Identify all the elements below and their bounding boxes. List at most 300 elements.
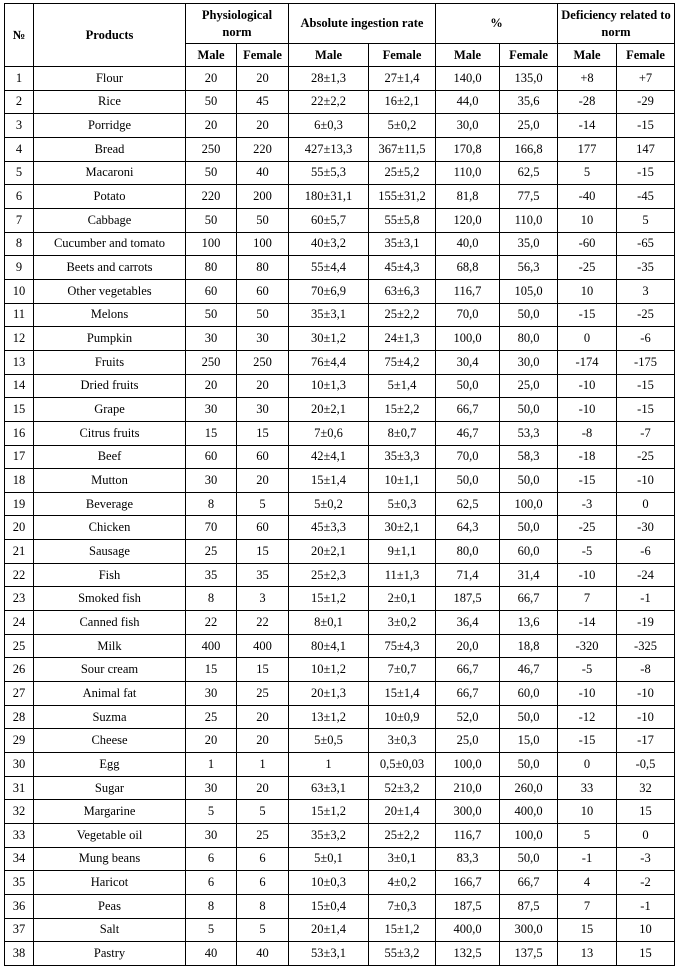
cell-deficiency-male: -15	[558, 469, 617, 493]
cell-percent-female: 62,5	[500, 161, 558, 185]
cell-percent-male: 44,0	[436, 90, 500, 114]
cell-norm-female: 5	[237, 492, 289, 516]
cell-norm-male: 1	[186, 753, 237, 777]
cell-deficiency-female: 5	[617, 208, 675, 232]
cell-percent-male: 66,7	[436, 658, 500, 682]
table-row	[5, 492, 675, 516]
cell-product: Rice	[34, 90, 186, 114]
cell-product: Flour	[34, 67, 186, 91]
table-container	[4, 3, 675, 966]
cell-norm-male: 30	[186, 824, 237, 848]
cell-percent-male: 70,0	[436, 445, 500, 469]
cell-deficiency-female: -35	[617, 256, 675, 280]
cell-norm-female: 60	[237, 516, 289, 540]
cell-deficiency-female: -30	[617, 516, 675, 540]
cell-norm-male: 50	[186, 208, 237, 232]
cell-no: 31	[5, 776, 34, 800]
cell-rate-female: 10±0,9	[369, 705, 436, 729]
cell-deficiency-female: -10	[617, 682, 675, 706]
cell-rate-female: 45±4,3	[369, 256, 436, 280]
table-row	[5, 918, 675, 942]
cell-rate-female: 5±0,3	[369, 492, 436, 516]
cell-rate-female: 25±2,2	[369, 303, 436, 327]
cell-no: 14	[5, 374, 34, 398]
cell-percent-female: 66,7	[500, 871, 558, 895]
cell-deficiency-male: -18	[558, 445, 617, 469]
cell-rate-female: 5±1,4	[369, 374, 436, 398]
cell-no: 32	[5, 800, 34, 824]
cell-deficiency-female: -10	[617, 705, 675, 729]
cell-percent-male: 40,0	[436, 232, 500, 256]
cell-percent-male: 170,8	[436, 137, 500, 161]
cell-rate-male: 13±1,2	[289, 705, 369, 729]
cell-norm-female: 15	[237, 421, 289, 445]
cell-norm-male: 30	[186, 776, 237, 800]
cell-no: 4	[5, 137, 34, 161]
cell-percent-male: 187,5	[436, 894, 500, 918]
table-row	[5, 753, 675, 777]
cell-deficiency-male: 177	[558, 137, 617, 161]
cell-product: Cabbage	[34, 208, 186, 232]
cell-deficiency-female: -24	[617, 563, 675, 587]
cell-norm-male: 50	[186, 161, 237, 185]
cell-percent-female: 18,8	[500, 634, 558, 658]
cell-norm-male: 22	[186, 611, 237, 635]
cell-no: 24	[5, 611, 34, 635]
cell-norm-female: 60	[237, 279, 289, 303]
cell-rate-male: 20±1,3	[289, 682, 369, 706]
cell-deficiency-male: -10	[558, 682, 617, 706]
cell-percent-male: 20,0	[436, 634, 500, 658]
cell-rate-male: 60±5,7	[289, 208, 369, 232]
cell-rate-female: 16±2,1	[369, 90, 436, 114]
cell-rate-male: 55±4,4	[289, 256, 369, 280]
cell-deficiency-male: -5	[558, 540, 617, 564]
cell-deficiency-male: 13	[558, 942, 617, 966]
cell-deficiency-male: -174	[558, 350, 617, 374]
cell-deficiency-female: -25	[617, 303, 675, 327]
header-deficiency: Deficiency related to norm	[558, 4, 675, 44]
table-row	[5, 800, 675, 824]
cell-rate-female: 7±0,7	[369, 658, 436, 682]
cell-rate-male: 6±0,3	[289, 114, 369, 138]
cell-rate-female: 15±1,2	[369, 918, 436, 942]
cell-norm-male: 250	[186, 350, 237, 374]
cell-deficiency-male: 10	[558, 800, 617, 824]
header-percent: %	[436, 4, 558, 44]
table-row	[5, 942, 675, 966]
cell-product: Salt	[34, 918, 186, 942]
cell-norm-female: 30	[237, 327, 289, 351]
cell-rate-female: 25±2,2	[369, 824, 436, 848]
cell-norm-female: 25	[237, 824, 289, 848]
cell-norm-male: 20	[186, 729, 237, 753]
cell-percent-female: 50,0	[500, 516, 558, 540]
cell-rate-female: 27±1,4	[369, 67, 436, 91]
cell-product: Sausage	[34, 540, 186, 564]
table-row	[5, 871, 675, 895]
cell-norm-male: 8	[186, 894, 237, 918]
cell-rate-male: 20±2,1	[289, 398, 369, 422]
cell-percent-male: 66,7	[436, 398, 500, 422]
cell-norm-male: 80	[186, 256, 237, 280]
cell-rate-male: 10±1,3	[289, 374, 369, 398]
cell-deficiency-male: -14	[558, 611, 617, 635]
cell-deficiency-female: 147	[617, 137, 675, 161]
cell-rate-male: 1	[289, 753, 369, 777]
cell-percent-male: 110,0	[436, 161, 500, 185]
cell-percent-female: 25,0	[500, 374, 558, 398]
subheader-male: Male	[289, 44, 369, 67]
cell-norm-female: 40	[237, 161, 289, 185]
cell-percent-male: 166,7	[436, 871, 500, 895]
subheader-female: Female	[617, 44, 675, 67]
cell-no: 6	[5, 185, 34, 209]
cell-no: 26	[5, 658, 34, 682]
cell-rate-female: 25±5,2	[369, 161, 436, 185]
cell-deficiency-male: 0	[558, 327, 617, 351]
cell-rate-female: 75±4,2	[369, 350, 436, 374]
cell-rate-male: 80±4,1	[289, 634, 369, 658]
cell-rate-male: 30±1,2	[289, 327, 369, 351]
cell-rate-male: 25±2,3	[289, 563, 369, 587]
cell-norm-female: 50	[237, 208, 289, 232]
cell-norm-male: 30	[186, 682, 237, 706]
cell-product: Cheese	[34, 729, 186, 753]
cell-deficiency-female: -25	[617, 445, 675, 469]
cell-rate-male: 427±13,3	[289, 137, 369, 161]
cell-deficiency-female: 3	[617, 279, 675, 303]
header-row-1	[5, 4, 675, 44]
cell-rate-female: 155±31,2	[369, 185, 436, 209]
cell-rate-female: 367±11,5	[369, 137, 436, 161]
cell-norm-male: 25	[186, 540, 237, 564]
cell-percent-female: 30,0	[500, 350, 558, 374]
cell-product: Pumpkin	[34, 327, 186, 351]
cell-product: Chicken	[34, 516, 186, 540]
cell-no: 23	[5, 587, 34, 611]
subheader-female: Female	[237, 44, 289, 67]
cell-product: Pastry	[34, 942, 186, 966]
cell-deficiency-male: 10	[558, 279, 617, 303]
cell-product: Canned fish	[34, 611, 186, 635]
cell-percent-male: 71,4	[436, 563, 500, 587]
cell-product: Peas	[34, 894, 186, 918]
cell-percent-male: 50,0	[436, 469, 500, 493]
header-absolute-ingestion-rate: Absolute ingestion rate	[289, 4, 436, 44]
cell-norm-female: 220	[237, 137, 289, 161]
cell-rate-male: 5±0,1	[289, 847, 369, 871]
cell-deficiency-male: -10	[558, 563, 617, 587]
cell-percent-female: 135,0	[500, 67, 558, 91]
cell-deficiency-male: -12	[558, 705, 617, 729]
cell-product: Beverage	[34, 492, 186, 516]
cell-rate-male: 76±4,4	[289, 350, 369, 374]
cell-percent-female: 100,0	[500, 824, 558, 848]
cell-rate-female: 4±0,2	[369, 871, 436, 895]
cell-rate-female: 35±3,1	[369, 232, 436, 256]
cell-percent-female: 50,0	[500, 398, 558, 422]
table-row	[5, 303, 675, 327]
cell-norm-male: 15	[186, 658, 237, 682]
cell-rate-male: 7±0,6	[289, 421, 369, 445]
cell-no: 10	[5, 279, 34, 303]
cell-rate-female: 20±1,4	[369, 800, 436, 824]
cell-norm-male: 250	[186, 137, 237, 161]
cell-rate-female: 3±0,3	[369, 729, 436, 753]
cell-no: 27	[5, 682, 34, 706]
cell-norm-female: 200	[237, 185, 289, 209]
cell-deficiency-female: -19	[617, 611, 675, 635]
cell-deficiency-male: -3	[558, 492, 617, 516]
table-row	[5, 563, 675, 587]
cell-norm-female: 8	[237, 894, 289, 918]
cell-norm-female: 15	[237, 658, 289, 682]
header-physiological-norm: Physiological norm	[186, 4, 289, 44]
cell-percent-female: 15,0	[500, 729, 558, 753]
cell-norm-male: 6	[186, 871, 237, 895]
cell-deficiency-female: -15	[617, 114, 675, 138]
cell-percent-female: 13,6	[500, 611, 558, 635]
cell-product: Porridge	[34, 114, 186, 138]
cell-percent-male: 66,7	[436, 682, 500, 706]
cell-deficiency-female: -17	[617, 729, 675, 753]
cell-product: Citrus fruits	[34, 421, 186, 445]
cell-norm-female: 20	[237, 776, 289, 800]
cell-deficiency-female: 10	[617, 918, 675, 942]
cell-percent-male: 100,0	[436, 327, 500, 351]
cell-product: Cucumber and tomato	[34, 232, 186, 256]
cell-no: 16	[5, 421, 34, 445]
cell-percent-female: 300,0	[500, 918, 558, 942]
cell-deficiency-male: 5	[558, 824, 617, 848]
cell-deficiency-male: -10	[558, 398, 617, 422]
cell-deficiency-female: -6	[617, 327, 675, 351]
cell-percent-male: 120,0	[436, 208, 500, 232]
cell-deficiency-female: -10	[617, 469, 675, 493]
cell-no: 7	[5, 208, 34, 232]
cell-rate-female: 5±0,2	[369, 114, 436, 138]
cell-deficiency-male: +8	[558, 67, 617, 91]
cell-product: Potato	[34, 185, 186, 209]
cell-deficiency-female: 32	[617, 776, 675, 800]
cell-product: Smoked fish	[34, 587, 186, 611]
cell-product: Sour cream	[34, 658, 186, 682]
cell-percent-male: 80,0	[436, 540, 500, 564]
header-no: №	[5, 4, 34, 67]
cell-norm-male: 60	[186, 279, 237, 303]
cell-percent-male: 116,7	[436, 824, 500, 848]
cell-product: Mung beans	[34, 847, 186, 871]
cell-deficiency-female: -6	[617, 540, 675, 564]
cell-no: 12	[5, 327, 34, 351]
cell-percent-female: 87,5	[500, 894, 558, 918]
cell-norm-male: 30	[186, 327, 237, 351]
cell-percent-male: 64,3	[436, 516, 500, 540]
cell-norm-female: 20	[237, 114, 289, 138]
cell-deficiency-male: -28	[558, 90, 617, 114]
cell-deficiency-male: 4	[558, 871, 617, 895]
cell-percent-male: 140,0	[436, 67, 500, 91]
cell-deficiency-male: 7	[558, 894, 617, 918]
cell-norm-female: 6	[237, 871, 289, 895]
cell-deficiency-female: +7	[617, 67, 675, 91]
cell-norm-female: 35	[237, 563, 289, 587]
cell-norm-female: 20	[237, 469, 289, 493]
table-row	[5, 540, 675, 564]
cell-rate-female: 2±0,1	[369, 587, 436, 611]
cell-deficiency-female: -15	[617, 398, 675, 422]
cell-percent-female: 25,0	[500, 114, 558, 138]
cell-deficiency-female: -8	[617, 658, 675, 682]
cell-no: 20	[5, 516, 34, 540]
cell-norm-female: 50	[237, 303, 289, 327]
table-row	[5, 279, 675, 303]
cell-product: Other vegetables	[34, 279, 186, 303]
cell-rate-male: 63±3,1	[289, 776, 369, 800]
cell-rate-male: 15±1,4	[289, 469, 369, 493]
cell-norm-male: 60	[186, 445, 237, 469]
cell-deficiency-male: -25	[558, 516, 617, 540]
subheader-male: Male	[186, 44, 237, 67]
cell-product: Grape	[34, 398, 186, 422]
cell-norm-male: 220	[186, 185, 237, 209]
cell-deficiency-male: -320	[558, 634, 617, 658]
cell-no: 38	[5, 942, 34, 966]
cell-norm-male: 6	[186, 847, 237, 871]
table-row	[5, 114, 675, 138]
cell-no: 25	[5, 634, 34, 658]
cell-rate-female: 3±0,2	[369, 611, 436, 635]
cell-deficiency-male: -10	[558, 374, 617, 398]
cell-percent-male: 30,0	[436, 114, 500, 138]
cell-norm-female: 1	[237, 753, 289, 777]
cell-rate-male: 35±3,1	[289, 303, 369, 327]
cell-deficiency-male: 33	[558, 776, 617, 800]
cell-rate-male: 28±1,3	[289, 67, 369, 91]
cell-no: 5	[5, 161, 34, 185]
cell-product: Dried fruits	[34, 374, 186, 398]
cell-deficiency-male: 7	[558, 587, 617, 611]
cell-product: Mutton	[34, 469, 186, 493]
cell-norm-female: 25	[237, 682, 289, 706]
cell-rate-female: 11±1,3	[369, 563, 436, 587]
cell-percent-female: 46,7	[500, 658, 558, 682]
cell-norm-male: 400	[186, 634, 237, 658]
cell-deficiency-female: 15	[617, 942, 675, 966]
cell-rate-male: 55±5,3	[289, 161, 369, 185]
cell-rate-female: 7±0,3	[369, 894, 436, 918]
cell-rate-male: 53±3,1	[289, 942, 369, 966]
cell-percent-female: 100,0	[500, 492, 558, 516]
cell-deficiency-female: -2	[617, 871, 675, 895]
cell-percent-female: 60,0	[500, 540, 558, 564]
cell-percent-female: 66,7	[500, 587, 558, 611]
cell-rate-male: 70±6,9	[289, 279, 369, 303]
cell-norm-female: 15	[237, 540, 289, 564]
cell-percent-male: 81,8	[436, 185, 500, 209]
cell-product: Animal fat	[34, 682, 186, 706]
table-row	[5, 421, 675, 445]
cell-percent-male: 25,0	[436, 729, 500, 753]
cell-percent-female: 137,5	[500, 942, 558, 966]
cell-deficiency-female: 0	[617, 492, 675, 516]
cell-no: 9	[5, 256, 34, 280]
cell-deficiency-female: -3	[617, 847, 675, 871]
cell-no: 30	[5, 753, 34, 777]
cell-rate-female: 15±1,4	[369, 682, 436, 706]
cell-deficiency-male: -8	[558, 421, 617, 445]
cell-norm-male: 100	[186, 232, 237, 256]
cell-percent-male: 132,5	[436, 942, 500, 966]
cell-deficiency-female: -15	[617, 161, 675, 185]
cell-no: 28	[5, 705, 34, 729]
table-row	[5, 705, 675, 729]
cell-no: 17	[5, 445, 34, 469]
cell-percent-female: 58,3	[500, 445, 558, 469]
table-row	[5, 137, 675, 161]
cell-deficiency-female: -325	[617, 634, 675, 658]
table-row	[5, 445, 675, 469]
cell-percent-male: 116,7	[436, 279, 500, 303]
cell-norm-female: 22	[237, 611, 289, 635]
cell-percent-female: 50,0	[500, 847, 558, 871]
cell-rate-female: 3±0,1	[369, 847, 436, 871]
cell-percent-female: 35,0	[500, 232, 558, 256]
cell-no: 34	[5, 847, 34, 871]
cell-rate-female: 8±0,7	[369, 421, 436, 445]
cell-norm-female: 80	[237, 256, 289, 280]
cell-percent-female: 35,6	[500, 90, 558, 114]
cell-percent-female: 260,0	[500, 776, 558, 800]
cell-percent-male: 50,0	[436, 374, 500, 398]
table-row	[5, 634, 675, 658]
cell-rate-female: 24±1,3	[369, 327, 436, 351]
cell-rate-male: 180±31,1	[289, 185, 369, 209]
table-row	[5, 587, 675, 611]
cell-percent-female: 50,0	[500, 303, 558, 327]
cell-rate-male: 10±0,3	[289, 871, 369, 895]
cell-percent-female: 77,5	[500, 185, 558, 209]
cell-rate-female: 0,5±0,03	[369, 753, 436, 777]
cell-no: 11	[5, 303, 34, 327]
cell-product: Bread	[34, 137, 186, 161]
cell-percent-male: 210,0	[436, 776, 500, 800]
subheader-male: Male	[558, 44, 617, 67]
cell-product: Macaroni	[34, 161, 186, 185]
subheader-male: Male	[436, 44, 500, 67]
cell-percent-male: 52,0	[436, 705, 500, 729]
cell-percent-male: 46,7	[436, 421, 500, 445]
cell-no: 3	[5, 114, 34, 138]
cell-no: 37	[5, 918, 34, 942]
cell-product: Vegetable oil	[34, 824, 186, 848]
subheader-female: Female	[500, 44, 558, 67]
cell-no: 8	[5, 232, 34, 256]
cell-percent-male: 30,4	[436, 350, 500, 374]
table-row	[5, 729, 675, 753]
cell-norm-female: 250	[237, 350, 289, 374]
cell-rate-female: 55±3,2	[369, 942, 436, 966]
cell-percent-male: 300,0	[436, 800, 500, 824]
table-row	[5, 398, 675, 422]
cell-percent-male: 400,0	[436, 918, 500, 942]
cell-norm-female: 400	[237, 634, 289, 658]
table-row	[5, 682, 675, 706]
cell-deficiency-female: -65	[617, 232, 675, 256]
cell-norm-male: 50	[186, 303, 237, 327]
cell-rate-male: 15±1,2	[289, 587, 369, 611]
